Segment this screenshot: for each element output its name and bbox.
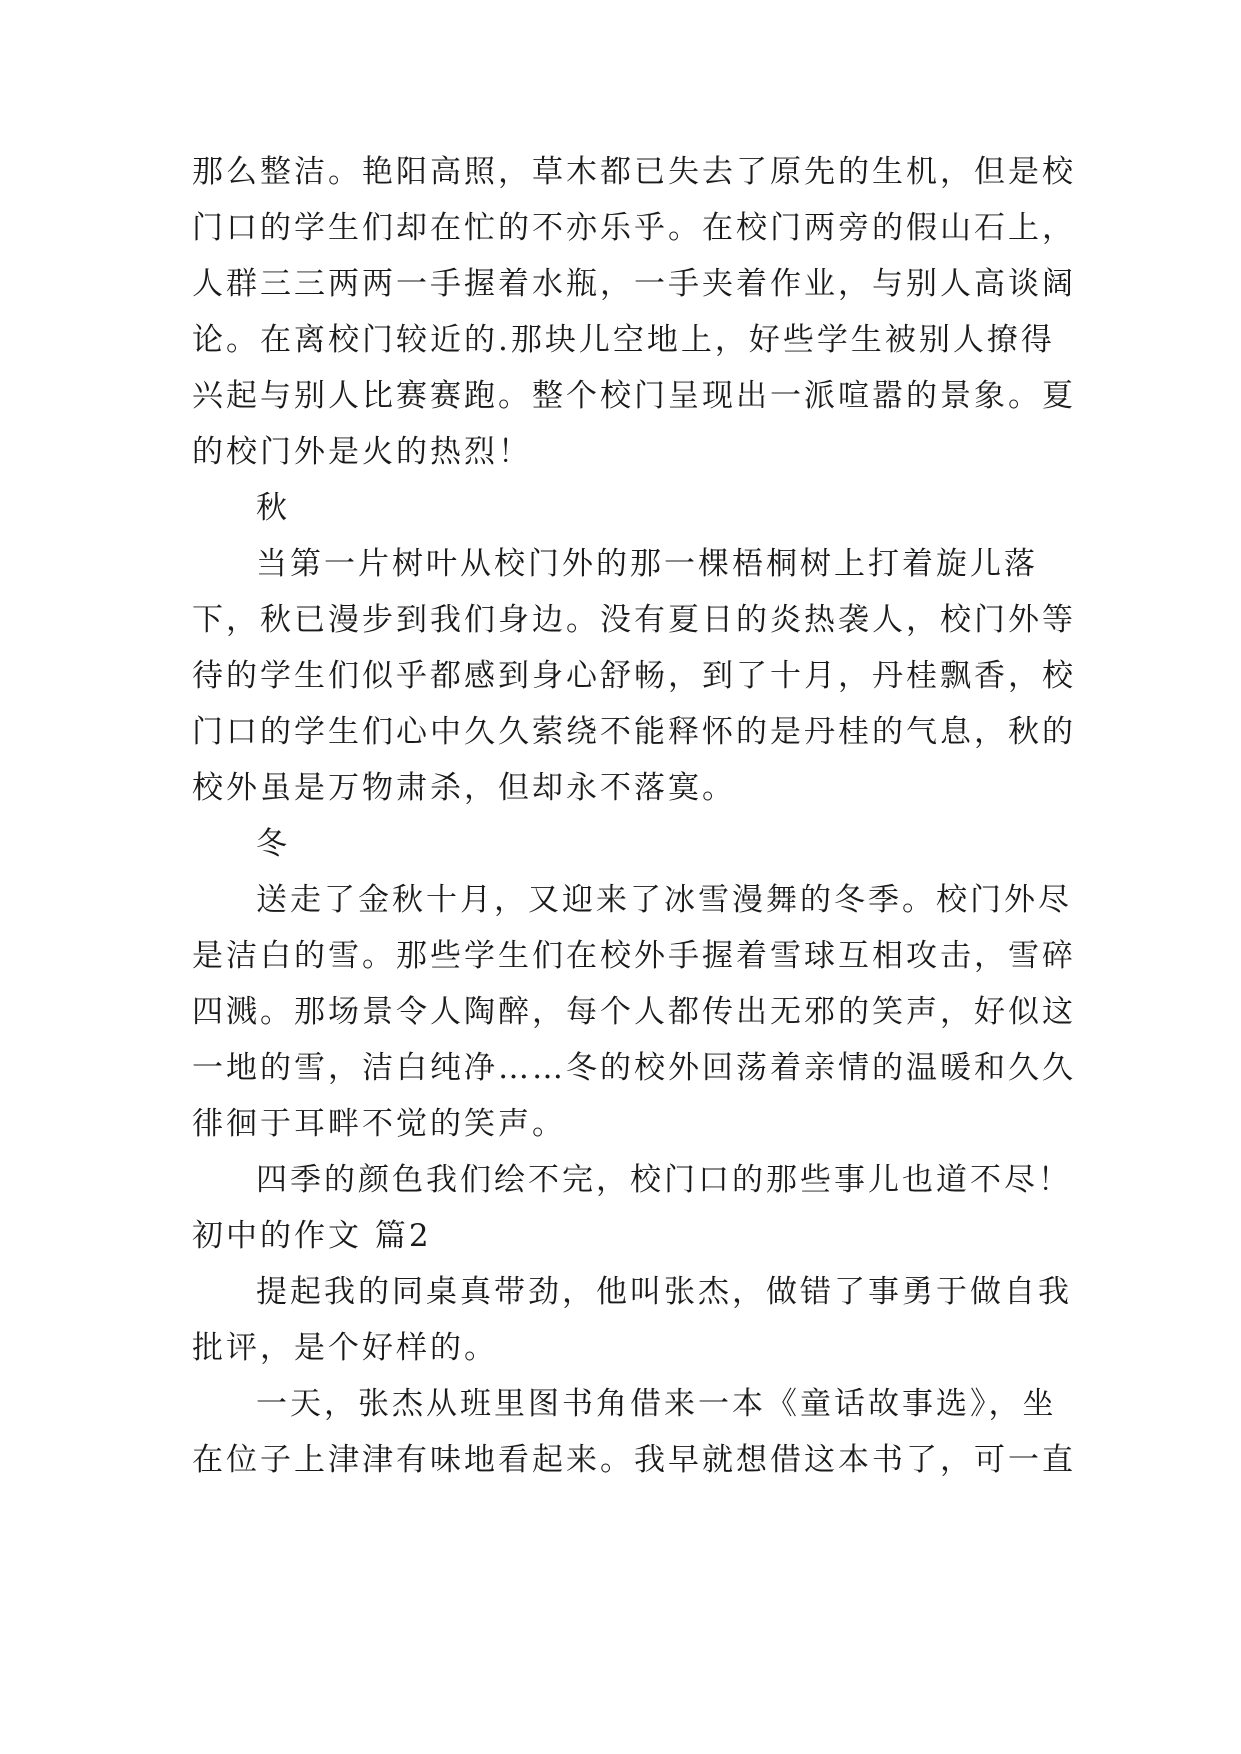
paragraph-line: 徘徊于耳畔不觉的笑声。 bbox=[192, 1106, 566, 1142]
paragraph-line: 四溅。那场景令人陶醉，每个人都传出无邪的笑声，好似这 bbox=[192, 994, 1076, 1030]
paragraph-line: 论。在离校门较近的.那块儿空地上，好些学生被别人撩得 bbox=[192, 322, 1055, 358]
section-heading-autumn: 秋 bbox=[256, 490, 290, 526]
paragraph-line: 门口的学生们却在忙的不亦乐乎。在校门两旁的假山石上， bbox=[192, 210, 1076, 246]
paragraph-line: 的校门外是火的热烈！ bbox=[192, 434, 532, 470]
section-heading-winter: 冬 bbox=[256, 826, 290, 862]
paragraph-line: 门口的学生们心中久久萦绕不能释怀的是丹桂的气息，秋的 bbox=[192, 714, 1076, 750]
paragraph-line: 送走了金秋十月，又迎来了冰雪漫舞的冬季。校门外尽 bbox=[256, 882, 1072, 918]
paragraph-line: 四季的颜色我们绘不完，校门口的那些事儿也道不尽！ bbox=[256, 1162, 1072, 1198]
paragraph-line: 一地的雪，洁白纯净……冬的校外回荡着亲情的温暖和久久 bbox=[192, 1050, 1076, 1086]
paragraph-line: 下，秋已漫步到我们身边。没有夏日的炎热袭人，校门外等 bbox=[192, 602, 1076, 638]
paragraph-line: 待的学生们似乎都感到身心舒畅，到了十月，丹桂飘香，校 bbox=[192, 658, 1076, 694]
paragraph-line: 批评，是个好样的。 bbox=[192, 1330, 498, 1366]
paragraph-line: 是洁白的雪。那些学生们在校外手握着雪球互相攻击，雪碎 bbox=[192, 938, 1076, 974]
essay-title: 初中的作文 篇2 bbox=[192, 1218, 432, 1254]
paragraph-line: 一天，张杰从班里图书角借来一本《童话故事选》，坐 bbox=[256, 1386, 1057, 1422]
paragraph-line: 提起我的同桌真带劲，他叫张杰，做错了事勇于做自我 bbox=[256, 1274, 1072, 1310]
paragraph-line: 校外虽是万物肃杀，但却永不落寞。 bbox=[192, 770, 736, 806]
paragraph-line: 在位子上津津有味地看起来。我早就想借这本书了，可一直 bbox=[192, 1442, 1076, 1478]
paragraph-line: 当第一片树叶从校门外的那一棵梧桐树上打着旋儿落 bbox=[256, 546, 1038, 582]
paragraph-line: 兴起与别人比赛赛跑。整个校门呈现出一派喧嚣的景象。夏 bbox=[192, 378, 1076, 414]
paragraph-line: 那么整洁。艳阳高照，草木都已失去了原先的生机，但是校 bbox=[192, 154, 1076, 190]
paragraph-line: 人群三三两两一手握着水瓶，一手夹着作业，与别人高谈阔 bbox=[192, 266, 1076, 302]
